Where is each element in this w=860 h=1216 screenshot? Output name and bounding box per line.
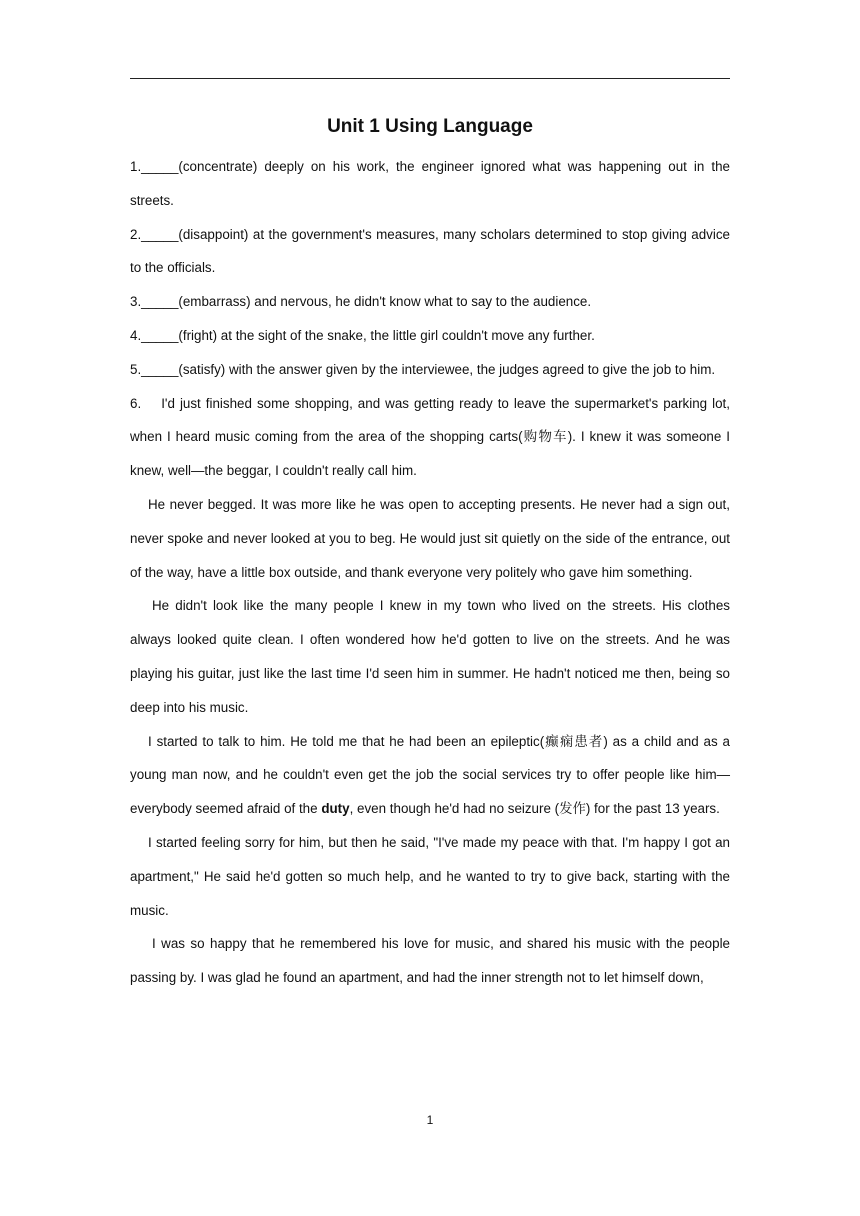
question-3: 3._____(embarrass) and nervous, he didn't know what to say to the audience.: [130, 294, 592, 310]
question-2: 2._____(disappoint) at the government's measures, many scholars determined to stop giving advice to the officials.: [130, 226, 730, 276]
passage-paragraph-1: 6. I'd just finished some shopping, and was getting ready to leave the supermarket's parking lot, when I heard music coming from the area of the shopping carts(购物车). I knew it was someone I knew, well—the beggar, I couldn't really call him.: [130, 395, 734, 479]
paragraph-4-text-start: I started to talk to him. He told me that he had been an epileptic(癫痫患者) as a child and as a young man now, and he couldn't even get the job the social services try to offer people like him—everybody seemed afraid of the: [130, 733, 730, 817]
bold-word-duty: duty: [321, 801, 350, 817]
paragraph-4-text-end: , even though he'd had no seizure (发作) for the past 13 years.: [349, 801, 720, 817]
page-title: Unit 1 Using Language: [327, 116, 533, 137]
passage-paragraph-4: [130, 725, 730, 826]
question-1: 1._____(concentrate) deeply on his work, the engineer ignored what was happening out in the streets.: [130, 159, 730, 208]
page-number: 1: [426, 1113, 434, 1127]
passage-paragraph-3: He didn't look like the many people I knew in my town who lived on the streets. His clothes always looked quite clean. I often wondered how he'd gotten to live on the streets. And he was playing his guitar, just like the last time I'd seen him in summer. He hadn't noticed me then, being so deep into his music.: [130, 598, 730, 715]
question-5: 5._____(satisfy) with the answer given by the interviewee, the judges agreed to give the job to him.: [130, 361, 716, 377]
question-4: 4._____(fright) at the sight of the snake, the little girl couldn't move any further.: [130, 327, 595, 343]
passage-paragraph-6: I was so happy that he remembered his love for music, and shared his music with the people passing by. I was glad he found an apartment, and had the inner strength not to let himself down,: [130, 936, 730, 986]
passage-paragraph-2: He never begged. It was more like he was open to accepting presents. He never had a sign out, never spoke and never looked at you to beg. He would just sit quietly on the side of the entrance, out of the way, have a little box outside, and thank everyone very politely who gave him something.: [130, 496, 730, 580]
passage-paragraph-5: I started feeling sorry for him, but then he said, "I've made my peace with that. I'm happy I got an apartment," He said he'd gotten so much help, and he wanted to try to give back, starting with the music.: [130, 834, 730, 918]
header-rule: [130, 78, 730, 79]
document-body: [130, 150, 734, 995]
